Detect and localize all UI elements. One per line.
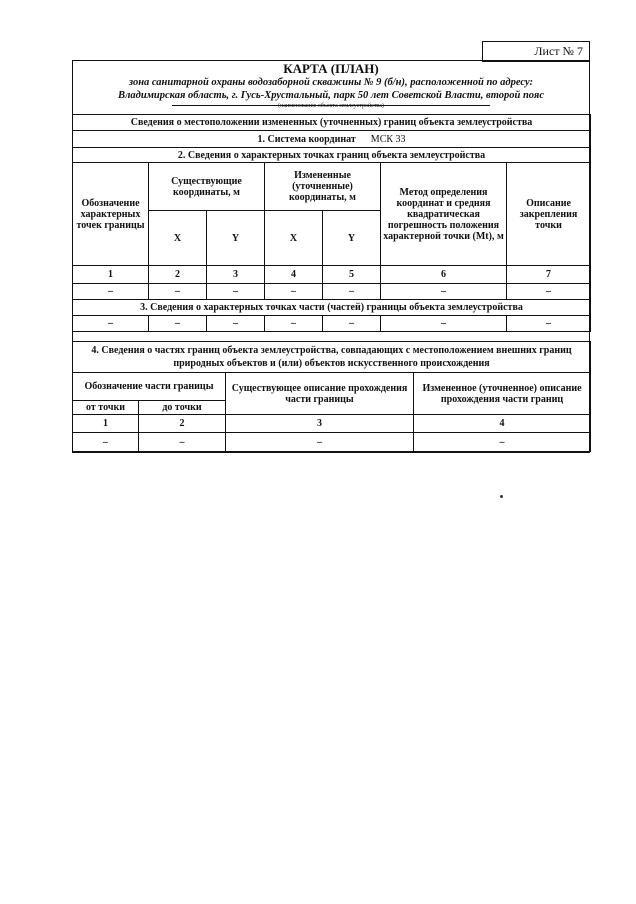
col-existing-coords-header: Существующие координаты, м [149,163,265,211]
col-existing-x: X [149,211,207,266]
section-main-title: Сведения о местоположении измененных (уточненных) границ объекта землеустройства [73,115,591,131]
document-header [72,60,590,118]
table-cell: – [73,433,139,452]
header-underline [172,105,490,106]
object-description-line1: зона санитарной охраны водозаборной скважины № 9 (б/н), расположенной по адресу: [128,77,533,88]
col-from-point: от точки [73,401,139,415]
sheet-number: Лист № 7 [482,41,590,62]
table-row [73,284,591,300]
scan-speck [500,495,503,498]
col-to-point: до точки [139,401,226,415]
table-cell: – [73,316,149,332]
table-cell: – [414,433,591,452]
column-number: 3 [207,266,265,284]
table-cell: – [323,284,381,300]
column-numbers-row [73,266,591,284]
section3-title: 3. Сведения о характерных точках части (частей) границы объекта землеустройства [73,300,591,316]
column-number: 2 [149,266,207,284]
table-cell: – [149,316,207,332]
column-number: 4 [265,266,323,284]
coord-system-label: 1. Система координат [257,133,356,145]
table-cell: – [139,433,226,452]
table-cell: – [265,284,323,300]
document-title: КАРТА (ПЛАН) [283,61,379,76]
col-changed-x: X [265,211,323,266]
column-number: 1 [73,415,139,433]
boundary-points-table [72,114,591,332]
section2-title: 2. Сведения о характерных точках границ объекта землеустройства [73,148,591,163]
table-cell: – [507,284,591,300]
table-cell: – [381,316,507,332]
col-description-header: Описание закрепления точки [507,163,591,266]
table-cell: – [226,433,414,452]
table-cell: – [73,284,149,300]
column-number: 7 [507,266,591,284]
table-cell: – [381,284,507,300]
coord-system-row [73,131,591,148]
table-cell: – [507,316,591,332]
table-cell: – [323,316,381,332]
column-number: 3 [226,415,414,433]
column-numbers-row [73,415,591,433]
table-cell: – [207,316,265,332]
col-existing-y: Y [207,211,265,266]
table-cell: – [149,284,207,300]
table-cell: – [265,316,323,332]
table-cell: – [207,284,265,300]
column-number: 2 [139,415,226,433]
table-row [73,316,591,332]
col-designation-header: Обозначение характерных точек границы [73,163,149,266]
boundary-parts-table [72,341,591,452]
table-row [73,433,591,452]
column-number: 6 [381,266,507,284]
column-number: 4 [414,415,591,433]
col-existing-description-header: Существующее описание прохождения части границы [226,373,414,415]
col-method-header: Метод определения координат и средняя квадратическая погрешность положения характерной точки (Mt), м [381,163,507,266]
object-description-line2: Владимирская область, г. Гусь-Хрустальный, парк 50 лет Советской Власти, второй пояс [118,90,544,101]
col-changed-coords-header: Измененные (уточненные) координаты, м [265,163,381,211]
col-part-header: Обозначение части границы [73,373,226,401]
col-changed-description-header: Измененное (уточненное) описание прохождения части границ [414,373,591,415]
col-changed-y: Y [323,211,381,266]
section4-title: 4. Сведения о частях границ объекта землеустройства, совпадающих с местоположением внешних границ природных объектов и (или) объектов искусственного происхождения [73,342,591,373]
coord-system-value: МСК 33 [370,133,406,145]
object-name-caption: (наименование объекта землеустройства) [278,103,384,109]
column-number: 1 [73,266,149,284]
column-number: 5 [323,266,381,284]
